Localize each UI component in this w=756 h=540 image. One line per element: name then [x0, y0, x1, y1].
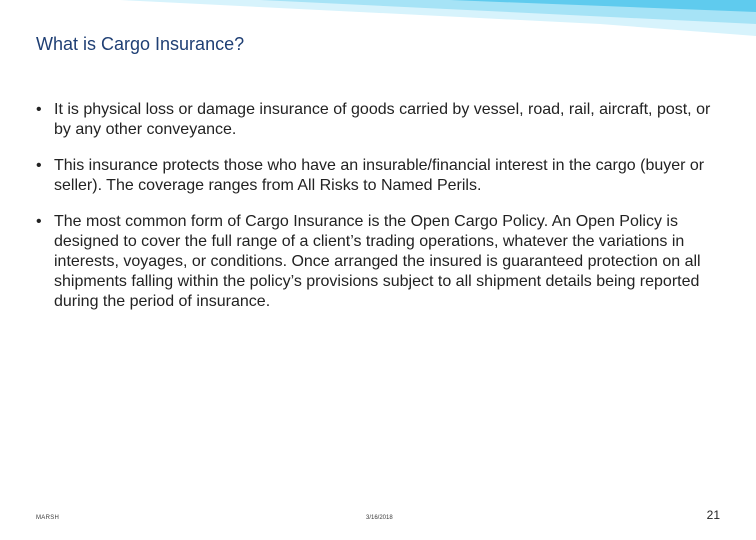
bullet-item — [36, 156, 726, 196]
bullet-text: It is physical loss or damage insurance of goods carried by vessel, road, rail, aircraft, post, or by any other conveyance. — [54, 101, 711, 138]
slide-title: What is Cargo Insurance? — [36, 34, 245, 54]
bullet-item — [36, 212, 726, 312]
bullet-text: This insurance protects those who have an insurable/financial interest in the cargo (buyer or seller). The coverage ranges from All Risks to Named Perils. — [54, 157, 705, 194]
bullet-item — [36, 100, 726, 140]
bullet-marker: • — [36, 213, 42, 230]
bullet-list — [36, 100, 726, 328]
bullet-text: The most common form of Cargo Insurance is the Open Cargo Policy. An Open Policy is designed to cover the full range of a client’s trading operations, whatever the variations in interests, voyages, or conditions. Once arranged the insured is guaranteed protection on all shipments falling within the policy’s provisions subject to all shipment details being reported during the period of insurance. — [54, 213, 701, 310]
page-number: 21 — [706, 508, 720, 522]
bullet-marker: • — [36, 157, 42, 174]
footer-date: 3/16/2018 — [366, 515, 393, 521]
footer-brand: MARSH — [36, 515, 60, 521]
bullet-marker: • — [36, 101, 42, 118]
